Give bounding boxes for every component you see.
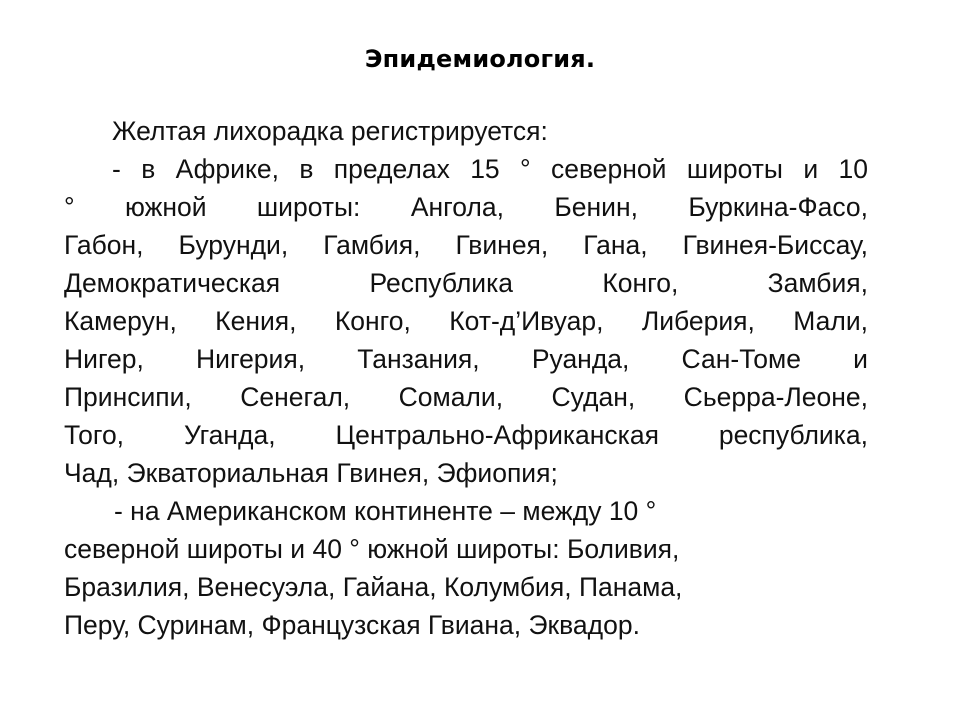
slide-body	[64, 112, 868, 644]
body-line: Нигер, Нигерия, Танзания, Руанда, Сан-Томе и	[64, 344, 868, 374]
body-line: Принсипи, Сенегал, Сомали, Судан, Сьерра-Леоне,	[64, 382, 868, 412]
body-line: Демократическая Республика Конго, Замбия,	[64, 268, 868, 298]
body-line: ° южной широты: Ангола, Бенин, Буркина-Фасо,	[64, 192, 868, 222]
body-line: - на Американском континенте – между 10 °	[114, 496, 657, 526]
body-line: - в Африке, в пределах 15 ° северной широты и 10	[112, 154, 868, 184]
body-line: Габон, Бурунди, Гамбия, Гвинея, Гана, Гвинея-Биссау,	[64, 230, 868, 260]
body-line: Камерун, Кения, Конго, Кот-д’Ивуар, Либерия, Мали,	[64, 306, 868, 336]
body-line: Того, Уганда, Центрально-Африканская республика,	[64, 420, 868, 450]
body-line: Чад, Экваториальная Гвинея, Эфиопия;	[64, 458, 558, 488]
slide-title: Эпидемиология.	[364, 45, 596, 73]
body-line: Желтая лихорадка регистрируется:	[112, 116, 548, 146]
body-line: северной широты и 40 ° южной широты: Боливия,	[64, 534, 680, 564]
body-line: Перу, Суринам, Французская Гвиана, Эквадор.	[64, 610, 640, 640]
body-line: Бразилия, Венесуэла, Гайана, Колумбия, Панама,	[64, 572, 683, 602]
